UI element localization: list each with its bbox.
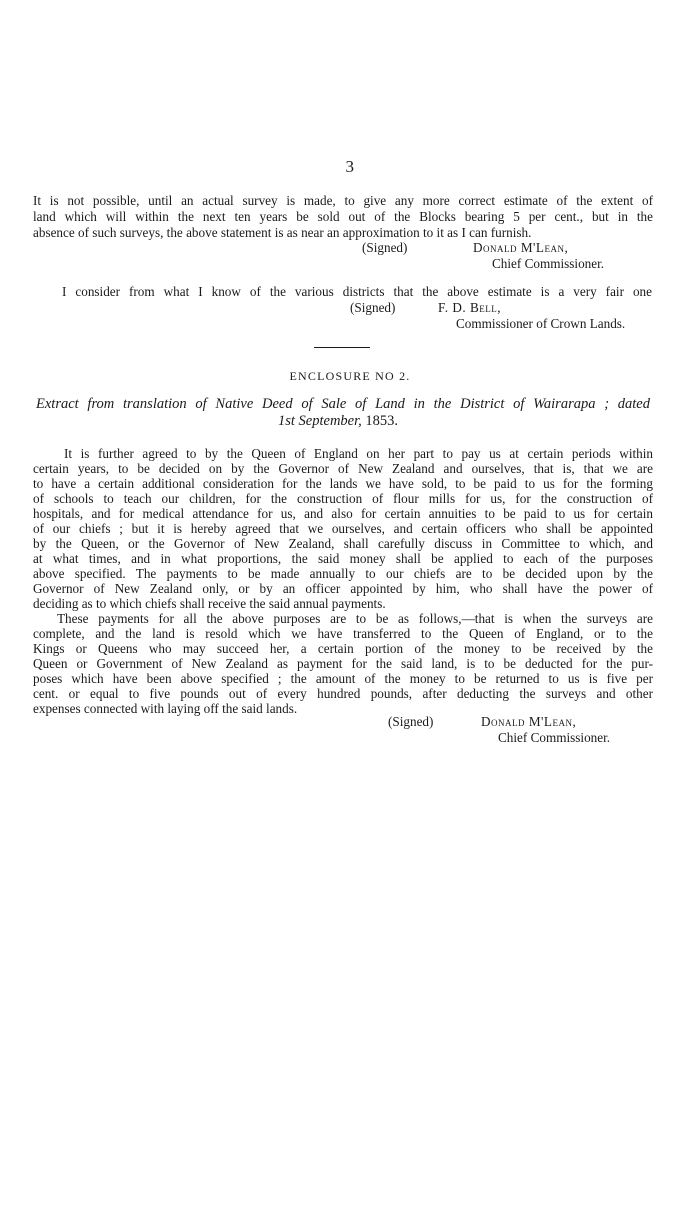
body-line-2: certain years, to be decided on by the Governor of New Zealand and ourselves, that is, that we are (33, 461, 653, 476)
body-line-8: at what times, and in what proportions, the said money shall be applied to each of the purposes (33, 551, 653, 566)
extract-heading-date (278, 414, 398, 429)
body-line-17: cent. or equal to five pounds out of every hundred pounds, after deducting the surveys and other (33, 686, 653, 701)
body-line-11: deciding as to which chiefs shall receive the said annual payments. (33, 596, 386, 611)
body-line-3: to have a certain additional consideration for the lands we have sold, to be paid to us for the forming (33, 476, 653, 491)
body-signed: (Signed) (388, 714, 434, 729)
body-line-13: complete, and the land is resold which we have transferred to the Queen of England, or to the (33, 626, 653, 641)
body-line-9: above specified. The payments to be made annually to our chiefs are to be decided upon by the (33, 566, 653, 581)
para2-title: Commissioner of Crown Lands. (456, 316, 626, 331)
body-signatory: Donald M'Lean, (481, 714, 577, 729)
body-line-15: Queen or Government of New Zealand as payment for the said land, is to be deducted for the pur- (33, 656, 653, 671)
body-line-10: Governor of New Zealand only, or by an officer appointed by him, who shall have the power of (33, 581, 653, 596)
page-number: 3 (345, 157, 355, 176)
para2-signatory: F. D. Bell, (438, 300, 502, 315)
body-line-12: These payments for all the above purposes are to be as follows,—that is when the surveys are (57, 611, 653, 626)
para1-line-2: land which will within the next ten years be sold out of the Blocks bearing 5 per cent., but in the (33, 209, 653, 224)
extract-date-year: 1853. (361, 413, 399, 429)
body-line-5: hospitals, and for medical attendance for us, and also for certain annuities to be paid to us for certain (33, 506, 653, 521)
body-line-4: of schools to teach our children, for the construction of flour mills for us, for the construction of (33, 491, 653, 506)
body-line-1: It is further agreed to by the Queen of England on her part to pay us at certain periods within (64, 446, 653, 461)
body-line-16: poses which have been above specified ; the amount of the money to be returned to us is five per (33, 671, 653, 686)
enclosure-heading: ENCLOSURE NO 2. (289, 369, 411, 383)
para1-line-3: absence of such surveys, the above statement is as near an approximation to it as I can furnish. (33, 225, 532, 240)
extract-heading-line-1: Extract from translation of Native Deed of Sale of Land in the District of Wairarapa ; dated (36, 396, 650, 412)
body-line-6: of our chiefs ; but it is hereby agreed that we ourselves, and certain officers who shall be appointed (33, 521, 653, 536)
body-line-18: expenses connected with laying off the said lands. (33, 701, 298, 716)
para2-signed: (Signed) (350, 300, 396, 315)
extract-date-day: 1st September, (278, 413, 362, 429)
para2-text: I consider from what I know of the various districts that the above estimate is a very fair one (62, 284, 652, 299)
para1-title: Chief Commissioner. (492, 256, 605, 271)
para1-signatory: Donald M'Lean, (473, 240, 569, 255)
para1-signed: (Signed) (362, 240, 408, 255)
para1-line-1: It is not possible, until an actual survey is made, to give any more correct estimate of the extent of (33, 193, 653, 208)
section-divider (314, 347, 370, 348)
body-line-7: by the Queen, or the Governor of New Zealand, shall carefully discuss in Committee to which, and (33, 536, 653, 551)
body-line-14: Kings or Queens who may succeed her, a certain portion of the money to be received by the (33, 641, 653, 656)
body-title: Chief Commissioner. (498, 730, 611, 745)
